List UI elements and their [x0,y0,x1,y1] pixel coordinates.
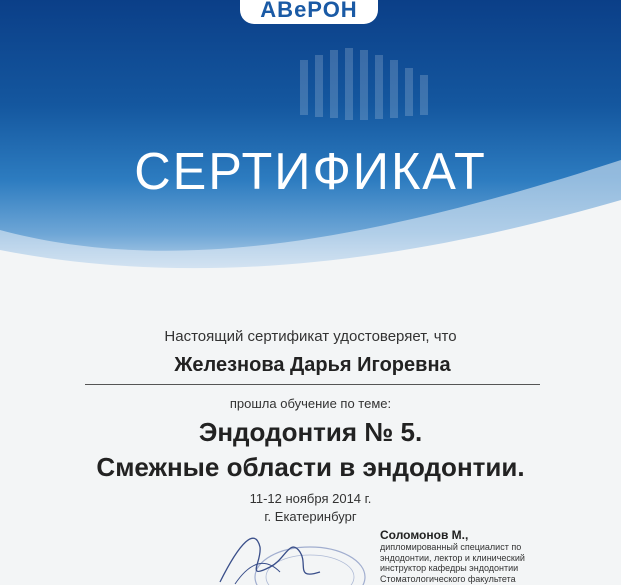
recipient-name: Железнова Дарья Игоревна [174,354,451,376]
signature-stamp [200,522,370,585]
course-title-line1: Эндодонтия № 5. [198,417,423,447]
course-date: 11-12 ноября 2014 г. [249,491,372,506]
certificate-intro: Настоящий сертификат удостоверяет, что [164,328,457,345]
certificate-title: СЕРТИФИКАТ [134,143,487,201]
signer-desc-1: дипломированный специалист по [380,542,522,552]
course-intro: прошла обучение по теме: [229,396,392,411]
signer-desc-2: эндодонтии, лектор и клинический [380,552,525,563]
recipient-line [85,354,540,385]
course-title-line2: Смежные области в эндодонтии. [96,452,525,482]
signer-block [380,528,620,584]
signer-desc-4: Стоматологического факультета [380,573,516,584]
averon-logo: АВеРОН [240,0,378,24]
course-city: г. Екатеринбург [264,509,357,524]
signer-desc-3: инструктор кафедры эндодонтии [380,563,519,573]
signer-name: Соломонов М., [380,528,469,542]
